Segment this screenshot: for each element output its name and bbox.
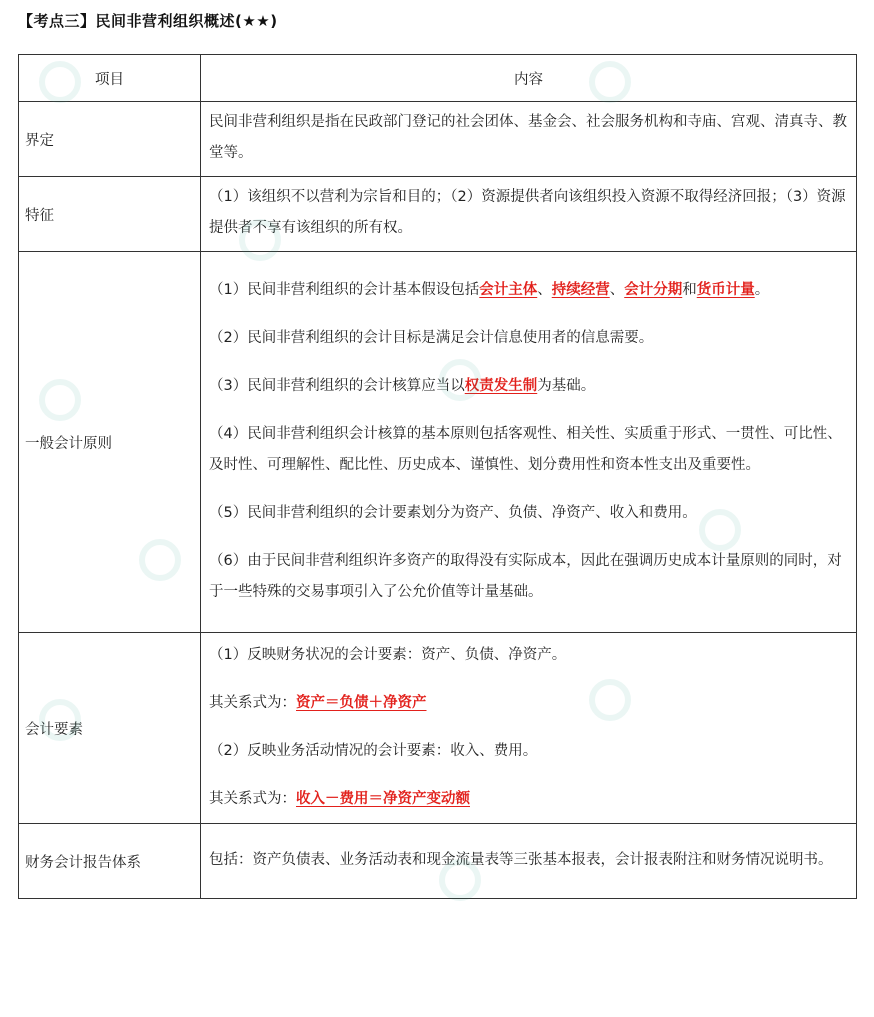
content-paragraph: 其关系式为：收入－费用＝净资产变动额 bbox=[209, 790, 470, 807]
table-row bbox=[19, 252, 857, 633]
row-item-label: 会计要素 bbox=[19, 633, 201, 824]
table-row bbox=[19, 102, 857, 177]
content-paragraph: 其关系式为：资产＝负债＋净资产 bbox=[209, 694, 427, 711]
highlight-term: 会计分期 bbox=[624, 281, 683, 298]
row-content bbox=[201, 824, 857, 899]
highlight-formula: 资产＝负债＋净资产 bbox=[296, 694, 427, 711]
content-paragraph: （5）民间非营利组织的会计要素划分为资产、负债、净资产、收入和费用。 bbox=[209, 504, 697, 521]
content-paragraph: （2）反映业务活动情况的会计要素：收入、费用。 bbox=[209, 742, 538, 759]
row-item-label: 界定 bbox=[19, 102, 201, 177]
highlight-term: 持续经营 bbox=[551, 281, 610, 298]
content-paragraph: （1）反映财务状况的会计要素：资产、负债、净资产。 bbox=[209, 646, 567, 663]
highlight-term: 权责发生制 bbox=[464, 377, 538, 394]
row-item-label: 一般会计原则 bbox=[19, 252, 201, 633]
row-content bbox=[201, 102, 857, 177]
content-paragraph: 民间非营利组织是指在民政部门登记的社会团体、基金会、社会服务机构和寺庙、宫观、清真寺、教堂等。 bbox=[209, 114, 847, 161]
content-paragraph: （1）该组织不以营利为宗旨和目的；（2）资源提供者向该组织投入资源不取得经济回报；（3）资源提供者不享有该组织的所有权。 bbox=[209, 189, 846, 236]
row-item-label: 财务会计报告体系 bbox=[19, 824, 201, 899]
content-paragraph: （6）由于民间非营利组织许多资产的取得没有实际成本，因此在强调历史成本计量原则的同时，对于一些特殊的交易事项引入了公允价值等计量基础。 bbox=[209, 552, 842, 600]
content-paragraph: （1）民间非营利组织的会计基本假设包括会计主体、持续经营、会计分期和货币计量。 bbox=[209, 281, 770, 298]
row-content bbox=[201, 252, 857, 633]
content-paragraph: （4）民间非营利组织会计核算的基本原则包括客观性、相关性、实质重于形式、一贯性、可比性、及时性、可理解性、配比性、历史成本、谨慎性、划分费用性和资本性支出及重要性。 bbox=[209, 425, 842, 473]
content-paragraph: （2）民间非营利组织的会计目标是满足会计信息使用者的信息需要。 bbox=[209, 329, 654, 346]
content-paragraph: （3）民间非营利组织的会计核算应当以权责发生制为基础。 bbox=[209, 377, 596, 394]
content-paragraph: 包括：资产负债表、业务活动表和现金流量表等三张基本报表，会计报表附注和财务情况说明书。 bbox=[209, 851, 833, 868]
table-row bbox=[19, 824, 857, 899]
highlight-formula: 收入－费用＝净资产变动额 bbox=[296, 790, 470, 807]
row-content bbox=[201, 633, 857, 824]
table-row bbox=[19, 177, 857, 252]
row-item-label: 特征 bbox=[19, 177, 201, 252]
row-content bbox=[201, 177, 857, 252]
highlight-term: 会计主体 bbox=[479, 281, 538, 298]
table-header-row bbox=[19, 55, 857, 102]
page-title: 【考点三】民间非营利组织概述(★★) bbox=[18, 12, 278, 30]
header-item: 项目 bbox=[19, 55, 201, 102]
summary-table bbox=[18, 54, 857, 899]
table-row bbox=[19, 633, 857, 824]
highlight-term: 货币计量 bbox=[696, 281, 755, 298]
header-content: 内容 bbox=[201, 55, 857, 102]
